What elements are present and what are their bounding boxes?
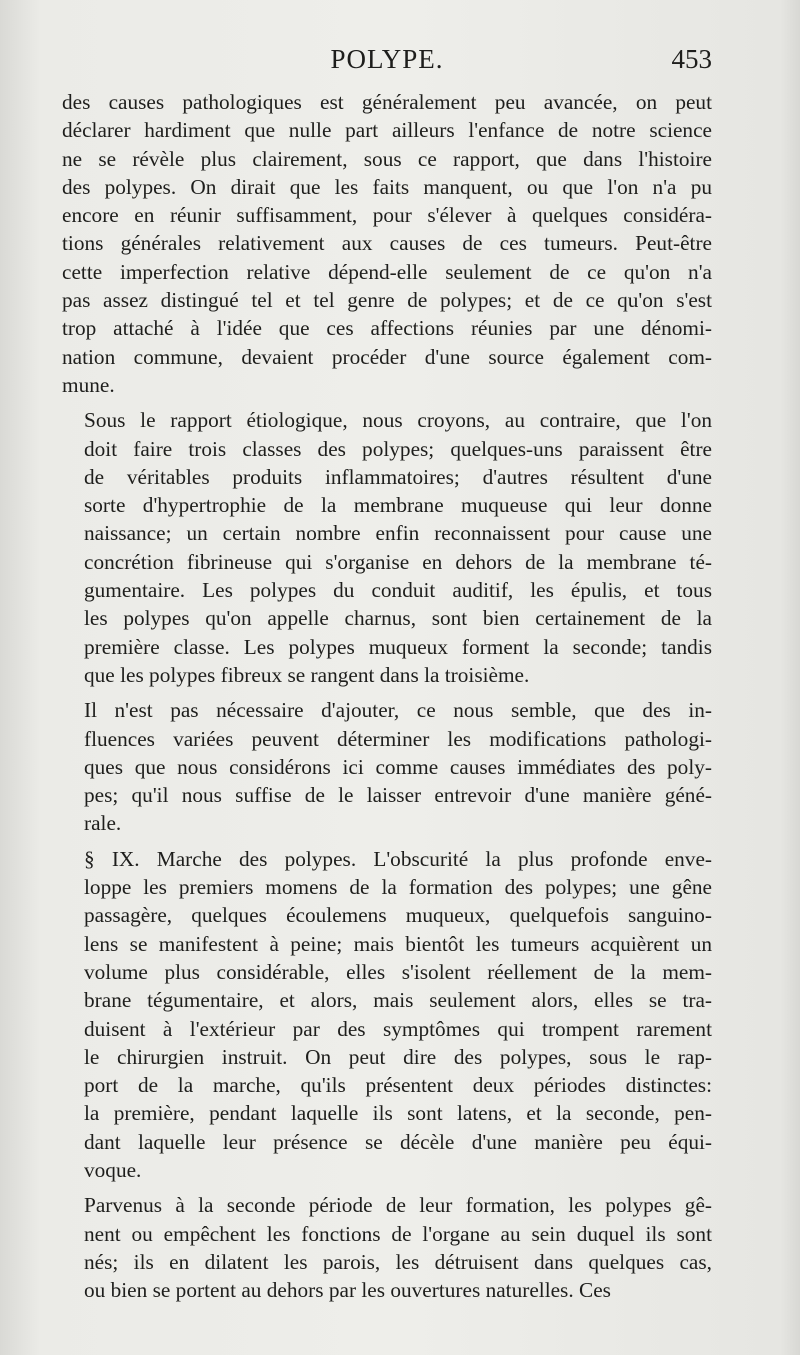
page-number: 453 [671,44,712,74]
text-line: nent ou empêchent les fonctions de l'organe au sein duquel ils sont [84,1221,712,1246]
running-title: POLYPE. [330,44,444,74]
paragraph [62,845,712,1185]
text-line: première classe. Les polypes muqueux forment la seconde; tandis [84,634,712,659]
text-line: rale. [84,811,122,836]
text-line: lens se manifestent à peine; mais bientôt les tumeurs acquièrent un [84,931,712,956]
text-line: passagère, quelques écoulemens muqueux, quelquefois sanguino- [84,903,712,928]
text-line: doit faire trois classes des polypes; quelques-uns paraissent être [84,436,712,461]
text-line: que les polypes fibreux se rangent dans la troisième. [84,662,530,687]
text-line: des polypes. On dirait que les faits manquent, ou que l'on n'a pu [62,174,712,199]
text-line: voque. [84,1157,142,1182]
text-line: § IX. Marche des polypes. L'obscurité la plus profonde enve- [84,846,712,871]
text-line: mune. [62,372,115,397]
text-line: gumentaire. Les polypes du conduit auditif, les épulis, et tous [84,578,712,603]
text-line: de véritables produits inflammatoires; d'autres résultent d'une [84,464,712,489]
text-line: concrétion fibrineuse qui s'organise en dehors de la membrane té- [84,549,712,574]
text-line: ou bien se portent au dehors par les ouvertures naturelles. Ces [84,1278,611,1303]
paragraph [62,696,712,837]
text-line: Parvenus à la seconde période de leur formation, les polypes gê- [84,1193,712,1218]
text-line: Il n'est pas nécessaire d'ajouter, ce nous semble, que des in- [84,698,712,723]
text-line: le chirurgien instruit. On peut dire des polypes, sous le rap- [84,1044,712,1069]
text-line: nation commune, devaient procéder d'une source également com- [62,344,712,369]
text-line: cette imperfection relative dépend-elle seulement de ce qu'on n'a [62,259,712,284]
text-line: pes; qu'il nous suffise de le laisser entrevoir d'une manière géné- [84,783,712,808]
text-line: la première, pendant laquelle ils sont latens, et la seconde, pen- [84,1101,712,1126]
text-line: ne se révèle plus clairement, sous ce rapport, que dans l'histoire [62,146,712,171]
text-line: ques que nous considérons ici comme causes immédiates des poly- [84,754,712,779]
text-line: trop attaché à l'idée que ces affections réunies par une dénomi- [62,316,712,341]
text-line: volume plus considérable, elles s'isolent réellement de la mem- [84,959,712,984]
text-line: Sous le rapport étiologique, nous croyons, au contraire, que l'on [84,408,712,433]
text-line: encore en réunir suffisamment, pour s'élever à quelques considéra- [62,203,712,228]
text-line: duisent à l'extérieur par des symptômes qui trompent rarement [84,1016,712,1041]
text-line: fluences variées peuvent déterminer les modifications pathologi- [84,726,712,751]
text-line: brane tégumentaire, et alors, mais seulement alors, elles se tra- [84,988,712,1013]
text-line: les polypes qu'on appelle charnus, sont bien certainement de la [84,606,712,631]
text-line: des causes pathologiques est généralement peu avancée, on peut [62,90,712,114]
text-line: dant laquelle leur présence se décèle d'une manière peu équi- [84,1129,712,1154]
text-line: déclarer hardiment que nulle part ailleurs l'enfance de notre science [62,118,712,143]
body-text [62,88,712,1311]
page-header [62,44,712,84]
paragraph [62,88,712,399]
text-line: port de la marche, qu'ils présentent deux périodes distinctes: [84,1073,712,1098]
text-line: naissance; un certain nombre enfin reconnaissent pour cause une [84,521,712,546]
text-line: sorte d'hypertrophie de la membrane muqueuse qui leur donne [84,493,712,518]
text-line: pas assez distingué tel et tel genre de polypes; et de ce qu'on s'est [62,288,712,313]
text-line: loppe les premiers momens de la formation des polypes; une gêne [84,875,712,900]
text-line: tions générales relativement aux causes de ces tumeurs. Peut-être [62,231,712,256]
text-line: nés; ils en dilatent les parois, les détruisent dans quelques cas, [84,1249,712,1274]
paragraph [62,1191,712,1304]
paragraph [62,406,712,689]
